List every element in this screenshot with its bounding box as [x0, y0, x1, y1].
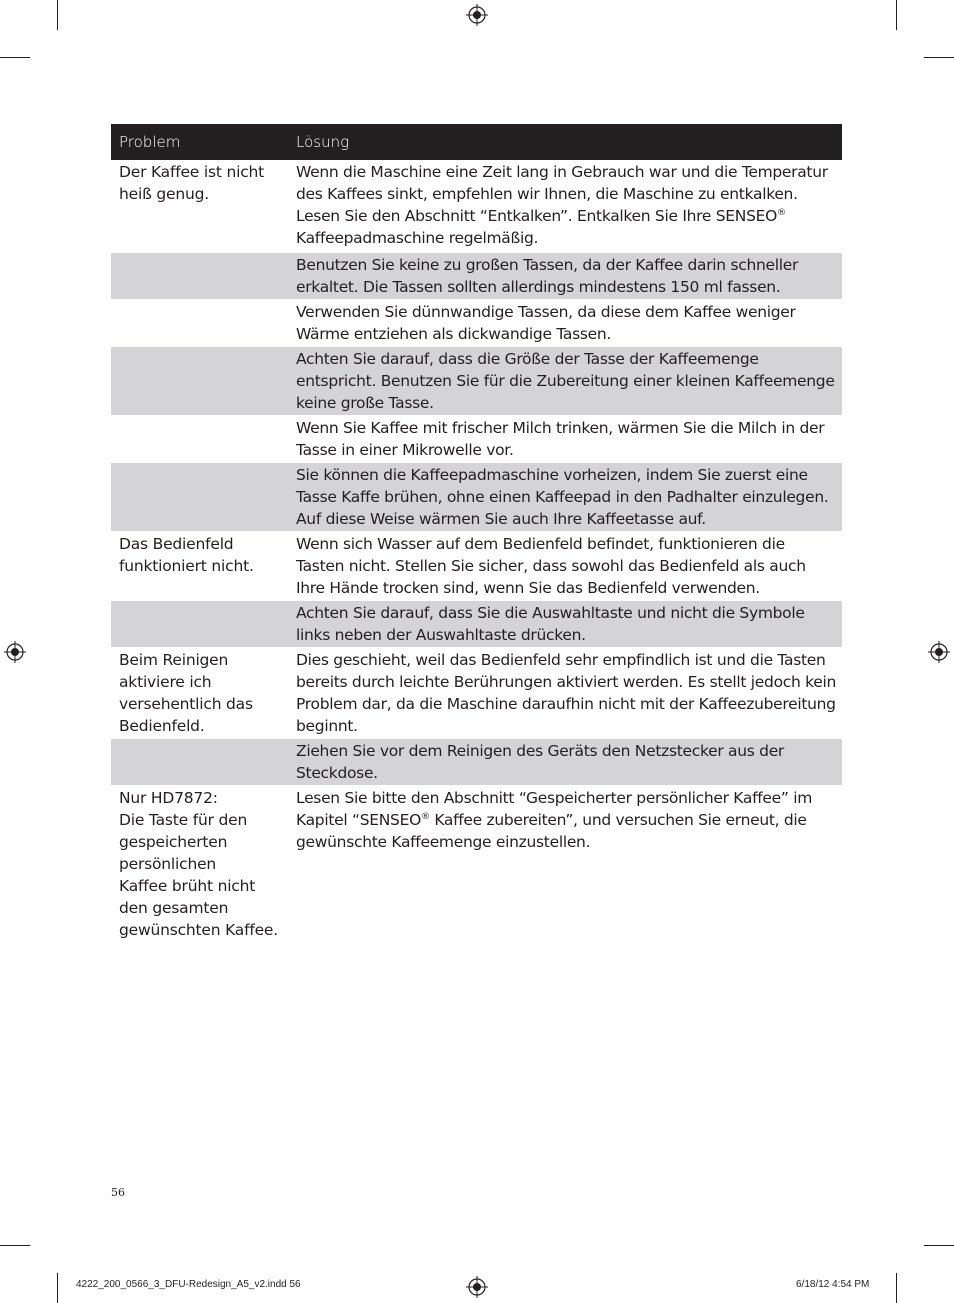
registration-mark-icon	[928, 641, 950, 663]
solution-cell: Achten Sie darauf, dass Sie die Auswahltaste und nicht die Symbole links neben der Auswahltaste drücken.	[288, 601, 842, 647]
table-row	[111, 252, 842, 299]
solution-cell: Ziehen Sie vor dem Reinigen des Geräts den Netzstecker aus der Steckdose.	[288, 739, 842, 785]
crop-mark	[0, 1245, 30, 1246]
problem-cell	[111, 416, 288, 462]
table-row	[111, 462, 842, 531]
table-row	[111, 647, 842, 738]
problem-cell	[111, 739, 288, 785]
crop-mark	[896, 1273, 897, 1303]
page-number: 56	[111, 1186, 125, 1199]
problem-cell	[111, 463, 288, 531]
solution-cell: Benutzen Sie keine zu großen Tassen, da der Kaffee darin schneller erkaltet. Die Tassen sollten allerdings mindestens 150 ml fassen.	[288, 253, 842, 299]
crop-mark	[57, 1273, 58, 1303]
problem-cell: Das Bedienfeld funktioniert nicht.	[119, 535, 254, 575]
crop-mark	[924, 57, 954, 58]
problem-cell	[111, 253, 288, 299]
problem-cell: Der Kaffee ist nicht heiß genug.	[119, 163, 265, 203]
solution-cell: Achten Sie darauf, dass die Größe der Tasse der Kaffeemenge entspricht. Benutzen Sie für die Zubereitung einer kleinen Kaffeemenge keine große Tasse.	[288, 347, 842, 415]
registration-mark-icon	[4, 641, 26, 663]
registration-mark-icon	[466, 4, 488, 26]
table-row	[111, 415, 842, 462]
problem-cell: Beim Reinigen aktiviere ich versehentlich das Bedienfeld.	[119, 651, 253, 735]
slug-file: 4222_200_0566_3_DFU-Redesign_A5_v2.indd 56	[76, 1279, 301, 1290]
table-row	[111, 346, 842, 415]
problem-cell	[111, 300, 288, 346]
solution-cell: Wenn sich Wasser auf dem Bedienfeld befindet, funktionieren die Tasten nicht. Stellen Sie sicher, dass sowohl das Bedienfeld als auch Ihre Hände trocken sind, wenn Sie das Bedienfeld verwenden.	[296, 535, 806, 597]
table-row	[111, 600, 842, 647]
solution-cell: Wenn die Maschine eine Zeit lang in Gebrauch war und die Temperatur des Kaffees sinkt, empfehlen wir Ihnen, die Maschine zu entkalken. Lesen Sie den Abschnitt “Entkalken”. Entkalken Sie Ihre SENSEO® Kaffeepadmaschine regelmäßig.	[296, 163, 828, 247]
header-problem: Problem	[119, 133, 181, 151]
table-header	[111, 124, 842, 160]
slug-date: 6/18/12 4:54 PM	[796, 1279, 870, 1290]
problem-cell: Nur HD7872: Die Taste für den gespeicherten persönlichen Kaffee brüht nicht den gesamten gewünschten Kaffee.	[119, 789, 278, 939]
header-solution: Lösung	[296, 133, 350, 151]
solution-cell: Wenn Sie Kaffee mit frischer Milch trinken, wärmen Sie die Milch in der Tasse in einer Mikrowelle vor.	[296, 419, 825, 459]
crop-mark	[924, 1245, 954, 1246]
registration-mark-icon	[466, 1276, 488, 1298]
table-row	[111, 299, 842, 346]
troubleshooting-table	[111, 124, 842, 946]
table-row	[111, 785, 842, 946]
solution-cell: Dies geschieht, weil das Bedienfeld sehr empfindlich ist und die Tasten bereits durch leichte Berührungen aktiviert werden. Es stellt jedoch kein Problem dar, da die Maschine daraufhin nicht mit der Kaffeezubereitung beginnt.	[296, 651, 837, 735]
crop-mark	[896, 0, 897, 30]
table-row	[111, 738, 842, 785]
table-row	[111, 531, 842, 600]
table-row	[111, 160, 842, 252]
solution-cell: Sie können die Kaffeepadmaschine vorheizen, indem Sie zuerst eine Tasse Kaffe brühen, ohne einen Kaffeepad in den Padhalter einzulegen. Auf diese Weise wärmen Sie auch Ihre Kaffeetasse auf.	[288, 463, 842, 531]
solution-cell: Verwenden Sie dünnwandige Tassen, da diese dem Kaffee weniger Wärme entziehen als dickwandige Tassen.	[296, 303, 796, 343]
crop-mark	[57, 0, 58, 30]
solution-cell: Lesen Sie bitte den Abschnitt “Gespeicherter persönlicher Kaffee” im Kapitel “SENSEO® Kaffee zubereiten”, und versuchen Sie erneut, die gewünschte Kaffeemenge einzustellen.	[296, 789, 813, 851]
problem-cell	[111, 347, 288, 415]
problem-cell	[111, 601, 288, 647]
crop-mark	[0, 57, 30, 58]
